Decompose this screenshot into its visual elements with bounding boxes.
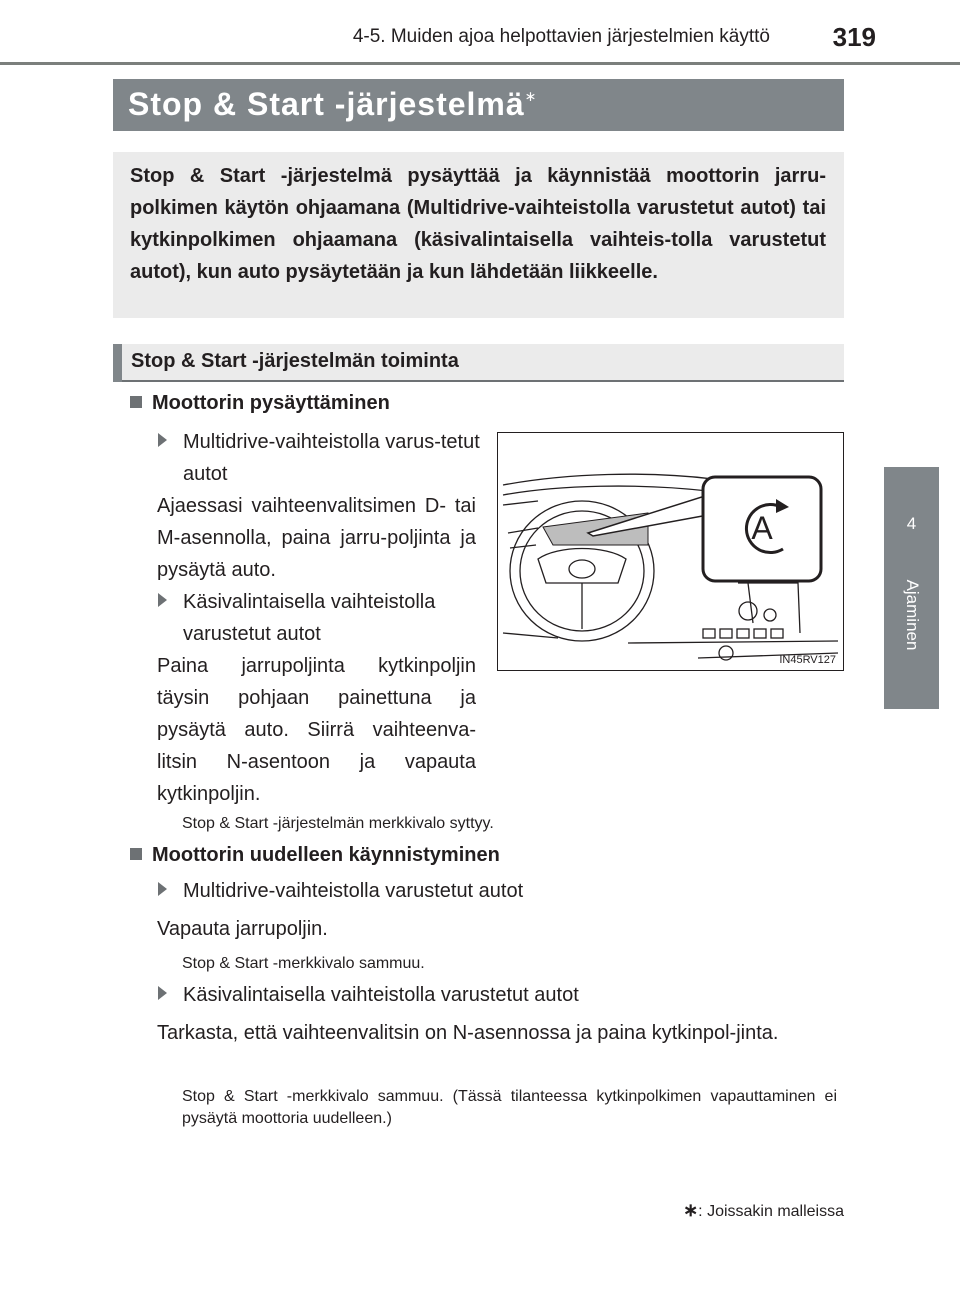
triangle-bullet-icon: [158, 593, 167, 607]
subsection-accent: [113, 344, 122, 382]
header-divider: [0, 62, 960, 65]
chapter-number: 4: [906, 514, 917, 533]
triangle-bullet-icon: [158, 433, 167, 447]
stop-heading: [130, 392, 390, 415]
footnote-text: : Joissakin malleissa: [698, 1203, 844, 1220]
footnote-asterisk: ∗: [683, 1200, 699, 1220]
restart-multidrive-note: Stop & Start -merkkivalo sammuu.: [182, 955, 425, 972]
restart-heading: [130, 844, 500, 867]
stop-multidrive-text: Ajaessasi vaihteenvalitsimen D- tai M-asennolla, paina jarru-poljinta ja pysäytä auto.: [157, 495, 476, 581]
footnote: [560, 1200, 844, 1221]
square-bullet-icon: [130, 396, 142, 408]
intro-text: Stop & Start -järjestelmä pysäyttää ja käynnistää moottorin jarru-polkimen käytön ohjaamana (Multidrive-vaihteistolla varustetut autot) tai kytkinpolkimen ohjaamana (käsivalintaisella vaihteis-tolla varustetut autot), kun auto pysäytetään ja kun lähdetään liikkeelle.: [130, 165, 826, 283]
page-number: 319: [832, 22, 876, 52]
restart-manual-label: [158, 979, 843, 1011]
restart-multidrive-text: Vapauta jarrupoljin.: [157, 918, 328, 940]
square-bullet-icon: [130, 848, 142, 860]
restart-multidrive-label: [158, 875, 843, 907]
dashboard-illustration: [497, 432, 844, 671]
stop-note: Stop & Start -järjestelmän merkkivalo syttyy.: [182, 815, 494, 832]
header-section-title: 4-5. Muiden ajoa helpottavien järjestelmien käyttö: [352, 26, 770, 47]
stop-manual-label-text: Käsivalintaisella vaihteistolla varustetut autot: [183, 591, 436, 645]
subsection-title: Stop & Start -järjestelmän toiminta: [131, 350, 459, 372]
page-title-text: Stop & Start -järjestelmä: [128, 86, 525, 122]
restart-heading-text: Moottorin uudelleen käynnistyminen: [152, 844, 500, 866]
stop-multidrive-label-text: Multidrive-vaihteistolla varus-tetut autot: [183, 431, 480, 485]
page-title: [128, 86, 537, 123]
restart-manual-text: Tarkasta, että vaihteenvalitsin on N-asennossa ja paina kytkinpol-jinta.: [157, 1022, 779, 1044]
callout-letter: A: [751, 510, 773, 546]
stop-multidrive-label: [158, 426, 501, 490]
dashboard-drawing: [498, 433, 843, 670]
stop-manual-text: Paina jarrupoljinta kytkinpoljin täysin pohjaan painettuna ja pysäytä auto. Siirrä vaihteenva-litsin N-asentoon ja vapauta kytkinpoljin.: [157, 655, 476, 805]
restart-multidrive-label-text: Multidrive-vaihteistolla varustetut autot: [183, 880, 524, 902]
title-asterisk: ∗: [524, 88, 538, 104]
stop-manual-label: [158, 586, 501, 650]
restart-manual-note: Stop & Start -merkkivalo sammuu. (Tässä tilanteessa kytkinpolkimen vapauttaminen ei pysäytä moottoria uudelleen.): [182, 1088, 837, 1127]
triangle-bullet-icon: [158, 986, 167, 1000]
chapter-label-wrap: [884, 560, 939, 670]
restart-manual-label-text: Käsivalintaisella vaihteistolla varustetut autot: [183, 984, 579, 1006]
stop-heading-text: Moottorin pysäyttäminen: [152, 392, 390, 414]
chapter-label: Ajaminen: [902, 579, 922, 651]
illustration-code: IN45RV127: [779, 654, 836, 666]
triangle-bullet-icon: [158, 882, 167, 896]
